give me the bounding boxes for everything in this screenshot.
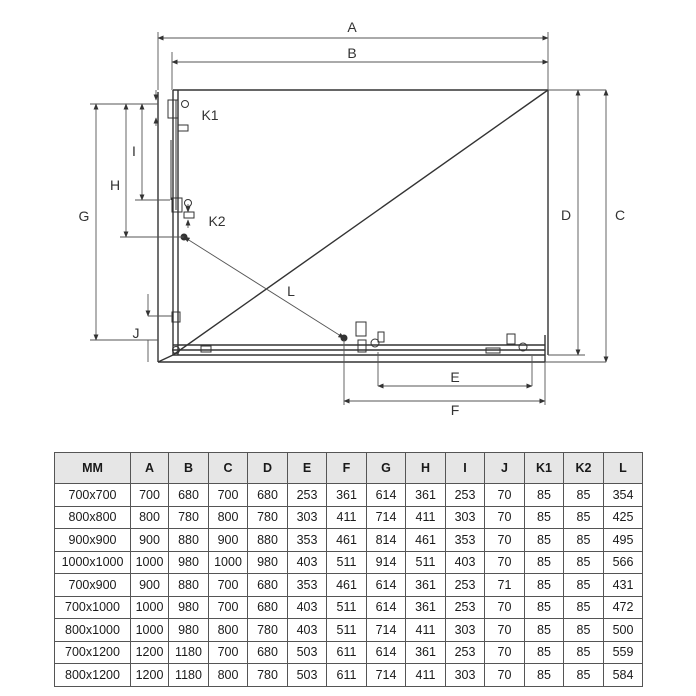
value-cell: 85 <box>525 596 564 619</box>
value-cell: 511 <box>327 619 367 642</box>
value-cell: 461 <box>327 529 367 552</box>
value-cell: 566 <box>604 551 643 574</box>
value-cell: 361 <box>406 641 446 664</box>
value-cell: 1000 <box>131 619 169 642</box>
value-cell: 1180 <box>169 664 209 687</box>
value-cell: 1000 <box>209 551 248 574</box>
value-cell: 303 <box>288 506 327 529</box>
value-cell: 85 <box>564 641 604 664</box>
value-cell: 714 <box>367 506 406 529</box>
value-cell: 85 <box>525 664 564 687</box>
value-cell: 914 <box>367 551 406 574</box>
size-cell: 700x1200 <box>55 641 131 664</box>
value-cell: 431 <box>604 574 643 597</box>
value-cell: 511 <box>406 551 446 574</box>
value-cell: 85 <box>564 596 604 619</box>
value-cell: 800 <box>209 619 248 642</box>
label-b: B <box>347 45 357 61</box>
value-cell: 70 <box>485 619 525 642</box>
value-cell: 780 <box>248 664 288 687</box>
value-cell: 85 <box>564 619 604 642</box>
value-cell: 511 <box>327 596 367 619</box>
column-header-mm: MM <box>55 453 131 484</box>
value-cell: 403 <box>288 596 327 619</box>
value-cell: 253 <box>446 484 485 507</box>
value-cell: 361 <box>327 484 367 507</box>
value-cell: 411 <box>406 664 446 687</box>
value-cell: 403 <box>446 551 485 574</box>
table-row <box>55 529 643 552</box>
value-cell: 584 <box>604 664 643 687</box>
column-header-i: I <box>446 453 485 484</box>
column-header-k2: K2 <box>564 453 604 484</box>
value-cell: 1200 <box>131 664 169 687</box>
label-c: C <box>614 207 626 223</box>
value-cell: 614 <box>367 596 406 619</box>
label-a: A <box>347 19 357 35</box>
value-cell: 900 <box>131 574 169 597</box>
value-cell: 361 <box>406 596 446 619</box>
value-cell: 1000 <box>131 551 169 574</box>
value-cell: 980 <box>169 596 209 619</box>
table-row <box>55 551 643 574</box>
label-j: J <box>132 325 140 341</box>
value-cell: 85 <box>525 574 564 597</box>
size-cell: 800x800 <box>55 506 131 529</box>
value-cell: 614 <box>367 641 406 664</box>
dimension-labels <box>79 19 626 418</box>
size-cell: 700x900 <box>55 574 131 597</box>
column-header-j: J <box>485 453 525 484</box>
value-cell: 253 <box>288 484 327 507</box>
size-cell: 800x1200 <box>55 664 131 687</box>
column-header-l: L <box>604 453 643 484</box>
size-cell: 700x1000 <box>55 596 131 619</box>
size-cell: 800x1000 <box>55 619 131 642</box>
value-cell: 71 <box>485 574 525 597</box>
value-cell: 70 <box>485 551 525 574</box>
value-cell: 700 <box>209 484 248 507</box>
label-l: L <box>287 283 295 299</box>
value-cell: 411 <box>327 506 367 529</box>
column-header-c: C <box>209 453 248 484</box>
value-cell: 559 <box>604 641 643 664</box>
value-cell: 511 <box>327 551 367 574</box>
value-cell: 780 <box>169 506 209 529</box>
value-cell: 1180 <box>169 641 209 664</box>
column-header-h: H <box>406 453 446 484</box>
label-k1: K1 <box>201 107 219 123</box>
value-cell: 614 <box>367 484 406 507</box>
value-cell: 800 <box>209 664 248 687</box>
value-cell: 70 <box>485 506 525 529</box>
table-header-row <box>55 453 643 484</box>
value-cell: 611 <box>327 641 367 664</box>
value-cell: 403 <box>288 551 327 574</box>
value-cell: 461 <box>406 529 446 552</box>
column-header-f: F <box>327 453 367 484</box>
table-row <box>55 619 643 642</box>
column-header-a: A <box>131 453 169 484</box>
label-i: I <box>132 143 136 159</box>
value-cell: 411 <box>406 619 446 642</box>
value-cell: 253 <box>446 574 485 597</box>
value-cell: 800 <box>131 506 169 529</box>
value-cell: 85 <box>564 506 604 529</box>
column-header-k1: K1 <box>525 453 564 484</box>
label-h: H <box>109 177 121 193</box>
value-cell: 680 <box>248 596 288 619</box>
value-cell: 253 <box>446 641 485 664</box>
value-cell: 472 <box>604 596 643 619</box>
value-cell: 70 <box>485 664 525 687</box>
value-cell: 900 <box>131 529 169 552</box>
value-cell: 700 <box>209 641 248 664</box>
column-header-g: G <box>367 453 406 484</box>
value-cell: 85 <box>525 506 564 529</box>
value-cell: 85 <box>525 529 564 552</box>
value-cell: 880 <box>248 529 288 552</box>
value-cell: 85 <box>564 529 604 552</box>
value-cell: 700 <box>209 596 248 619</box>
value-cell: 980 <box>169 551 209 574</box>
value-cell: 714 <box>367 619 406 642</box>
size-cell: 900x900 <box>55 529 131 552</box>
table-row <box>55 506 643 529</box>
table-row <box>55 574 643 597</box>
value-cell: 354 <box>604 484 643 507</box>
value-cell: 70 <box>485 484 525 507</box>
label-k2: K2 <box>208 213 226 229</box>
value-cell: 680 <box>248 574 288 597</box>
value-cell: 403 <box>288 619 327 642</box>
value-cell: 680 <box>248 484 288 507</box>
dimension-lines <box>90 32 606 405</box>
value-cell: 1200 <box>131 641 169 664</box>
value-cell: 880 <box>169 529 209 552</box>
value-cell: 800 <box>209 506 248 529</box>
value-cell: 85 <box>525 641 564 664</box>
value-cell: 353 <box>446 529 485 552</box>
value-cell: 980 <box>169 619 209 642</box>
value-cell: 1000 <box>131 596 169 619</box>
value-cell: 780 <box>248 619 288 642</box>
table-body <box>55 484 643 687</box>
table-row <box>55 664 643 687</box>
label-f: F <box>450 402 460 418</box>
value-cell: 303 <box>446 506 485 529</box>
dimensions-table <box>54 452 643 687</box>
value-cell: 880 <box>169 574 209 597</box>
value-cell: 253 <box>446 596 485 619</box>
value-cell: 85 <box>564 574 604 597</box>
value-cell: 85 <box>525 551 564 574</box>
value-cell: 411 <box>406 506 446 529</box>
table-row <box>55 641 643 664</box>
label-d: D <box>560 207 572 223</box>
value-cell: 780 <box>248 506 288 529</box>
column-header-d: D <box>248 453 288 484</box>
value-cell: 361 <box>406 484 446 507</box>
value-cell: 814 <box>367 529 406 552</box>
table-row <box>55 484 643 507</box>
value-cell: 700 <box>131 484 169 507</box>
value-cell: 85 <box>564 484 604 507</box>
table-row <box>55 596 643 619</box>
value-cell: 85 <box>525 484 564 507</box>
value-cell: 85 <box>564 551 604 574</box>
value-cell: 611 <box>327 664 367 687</box>
value-cell: 500 <box>604 619 643 642</box>
value-cell: 303 <box>446 619 485 642</box>
value-cell: 495 <box>604 529 643 552</box>
value-cell: 503 <box>288 664 327 687</box>
value-cell: 425 <box>604 506 643 529</box>
column-header-e: E <box>288 453 327 484</box>
value-cell: 70 <box>485 529 525 552</box>
value-cell: 680 <box>248 641 288 664</box>
column-header-b: B <box>169 453 209 484</box>
value-cell: 700 <box>209 574 248 597</box>
value-cell: 503 <box>288 641 327 664</box>
value-cell: 85 <box>525 619 564 642</box>
label-e: E <box>450 369 460 385</box>
value-cell: 361 <box>406 574 446 597</box>
value-cell: 714 <box>367 664 406 687</box>
value-cell: 353 <box>288 574 327 597</box>
value-cell: 70 <box>485 641 525 664</box>
label-g: G <box>78 208 90 224</box>
value-cell: 303 <box>446 664 485 687</box>
value-cell: 353 <box>288 529 327 552</box>
size-cell: 700x700 <box>55 484 131 507</box>
value-cell: 614 <box>367 574 406 597</box>
value-cell: 900 <box>209 529 248 552</box>
value-cell: 85 <box>564 664 604 687</box>
value-cell: 680 <box>169 484 209 507</box>
value-cell: 461 <box>327 574 367 597</box>
size-cell: 1000x1000 <box>55 551 131 574</box>
value-cell: 70 <box>485 596 525 619</box>
value-cell: 980 <box>248 551 288 574</box>
